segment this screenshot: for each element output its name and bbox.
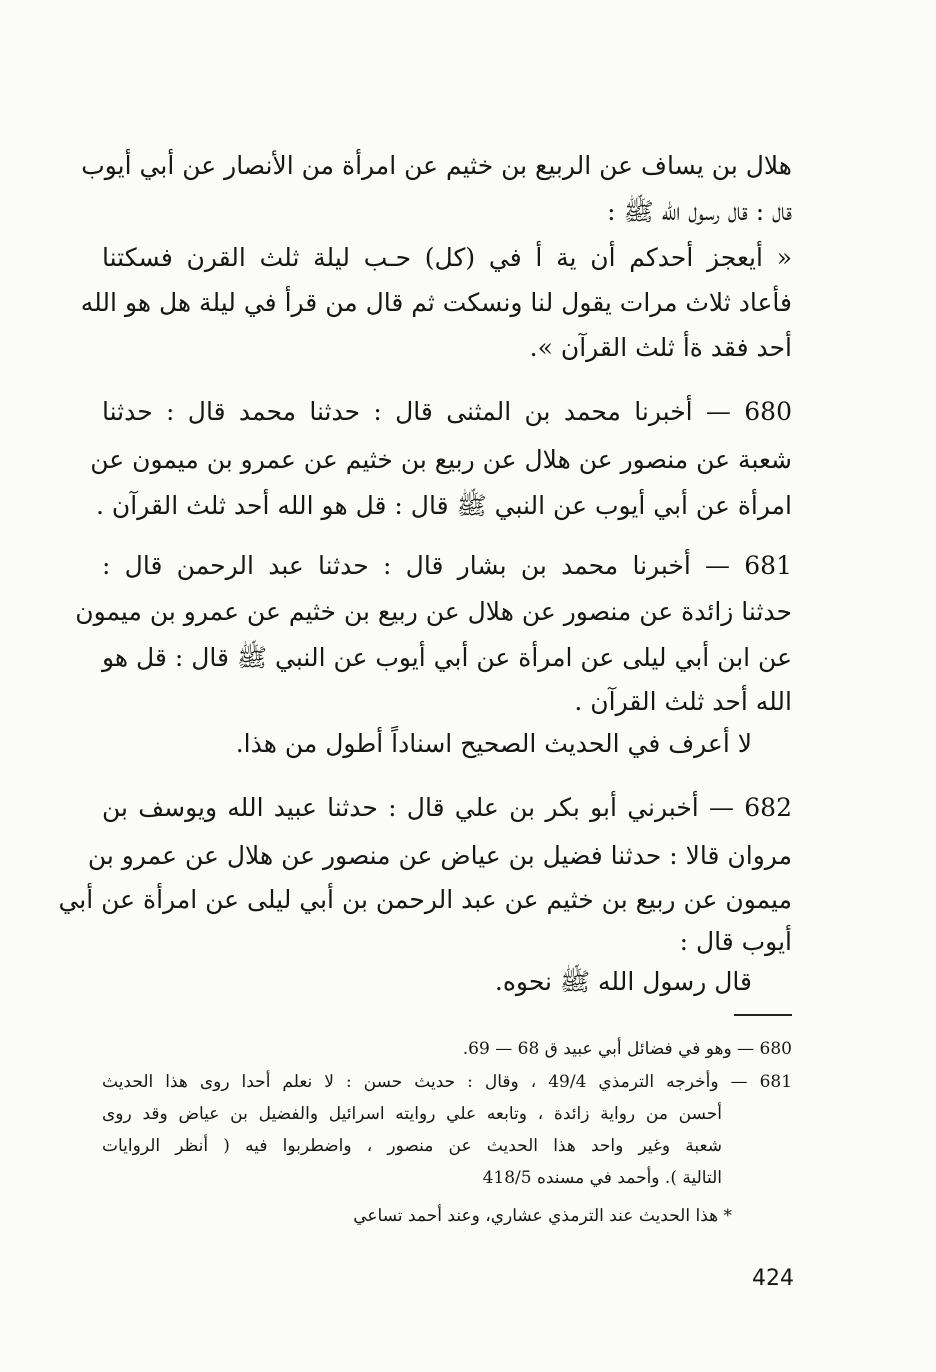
text-line: شعبة عن منصور عن هلال عن ربيع بن خثيم عن عمرو بن ميمون عن [90, 445, 792, 474]
text-line: لا أعرف في الحديث الصحيح اسناداً أطول من هذا. [235, 729, 752, 758]
footnote-line: 681 — وأخرجه الترمذي 49/4 ، وقال : حديث حسن : لا نعلم أحدا روى هذا الحديث [102, 1072, 793, 1092]
text-line: أيوب قال : [679, 927, 792, 956]
text-line: قال : قال رسول الله ﷺ : [607, 197, 792, 226]
text-line: فأعاد ثلاث مرات يقول لنا ونسكت ثم قال من قرأ في ليلة هل هو الله [80, 288, 792, 317]
text-line: مروان قالا : حدثنا فضيل بن عياض عن منصور عن هلال عن عمرو بن [87, 841, 792, 870]
footnote-line: * هذا الحديث عند الترمذي عشاري، وعند أحمد تساعي [353, 1206, 732, 1226]
hadith-681-line: 681 — أخبرنا محمد بن بشار قال : حدثنا عبد الرحمن قال : [102, 551, 792, 580]
text-line: عن ابن أبي ليلى عن امرأة عن أبي أيوب عن النبي ﷺ قال : قل هو [101, 643, 792, 672]
text-line: الله أحد ثلث القرآن . [574, 687, 792, 716]
footnote-line: شعبة وغير واحد هذا الحديث عن منصور ، واضطربوا فيه ( أنظر الروايات [102, 1136, 722, 1156]
text-line: أحد فقد ةأ ثلث القرآن ». [529, 333, 792, 362]
footnote-line: أحسن من رواية زائدة ، وتابعه علي روايته اسرائيل والفضيل بن عياض وقد روى [102, 1104, 722, 1124]
text-line: امرأة عن أبي أيوب عن النبي ﷺ قال : قل هو الله أحد ثلث القرآن . [96, 491, 792, 520]
footnote-line: التالية ). وأحمد في مسنده 418/5 [482, 1168, 722, 1188]
hadith-680-line: 680 — أخبرنا محمد بن المثنى قال : حدثنا محمد قال : حدثنا [102, 397, 792, 426]
page-number: 424 [752, 1266, 794, 1291]
hadith-682-line: 682 — أخبرني أبو بكر بن علي قال : حدثنا عبيد الله ويوسف بن [102, 793, 792, 822]
footnote-divider [734, 1014, 792, 1016]
text-line: « أيعجز أحدكم أن ية أ في (كل) حـب ليلة ثلث القرن فسكتنا [102, 243, 792, 272]
text-line: ميمون عن ربيع بن خثيم عن عبد الرحمن بن أبي ليلى عن امرأة عن أبي [58, 885, 792, 914]
text-line: حدثنا زائدة عن منصور عن هلال عن ربيع بن خثيم عن عمرو بن ميمون [75, 597, 792, 626]
footnote-line: 680 — وهو في فضائل أبي عبيد ق 68 — 69. [462, 1039, 792, 1059]
text-line: قال رسول الله ﷺ نحوه. [494, 967, 752, 996]
text-line: هلال بن يساف عن الربيع بن خثيم عن امرأة من الأنصار عن أبي أيوب [81, 151, 792, 180]
